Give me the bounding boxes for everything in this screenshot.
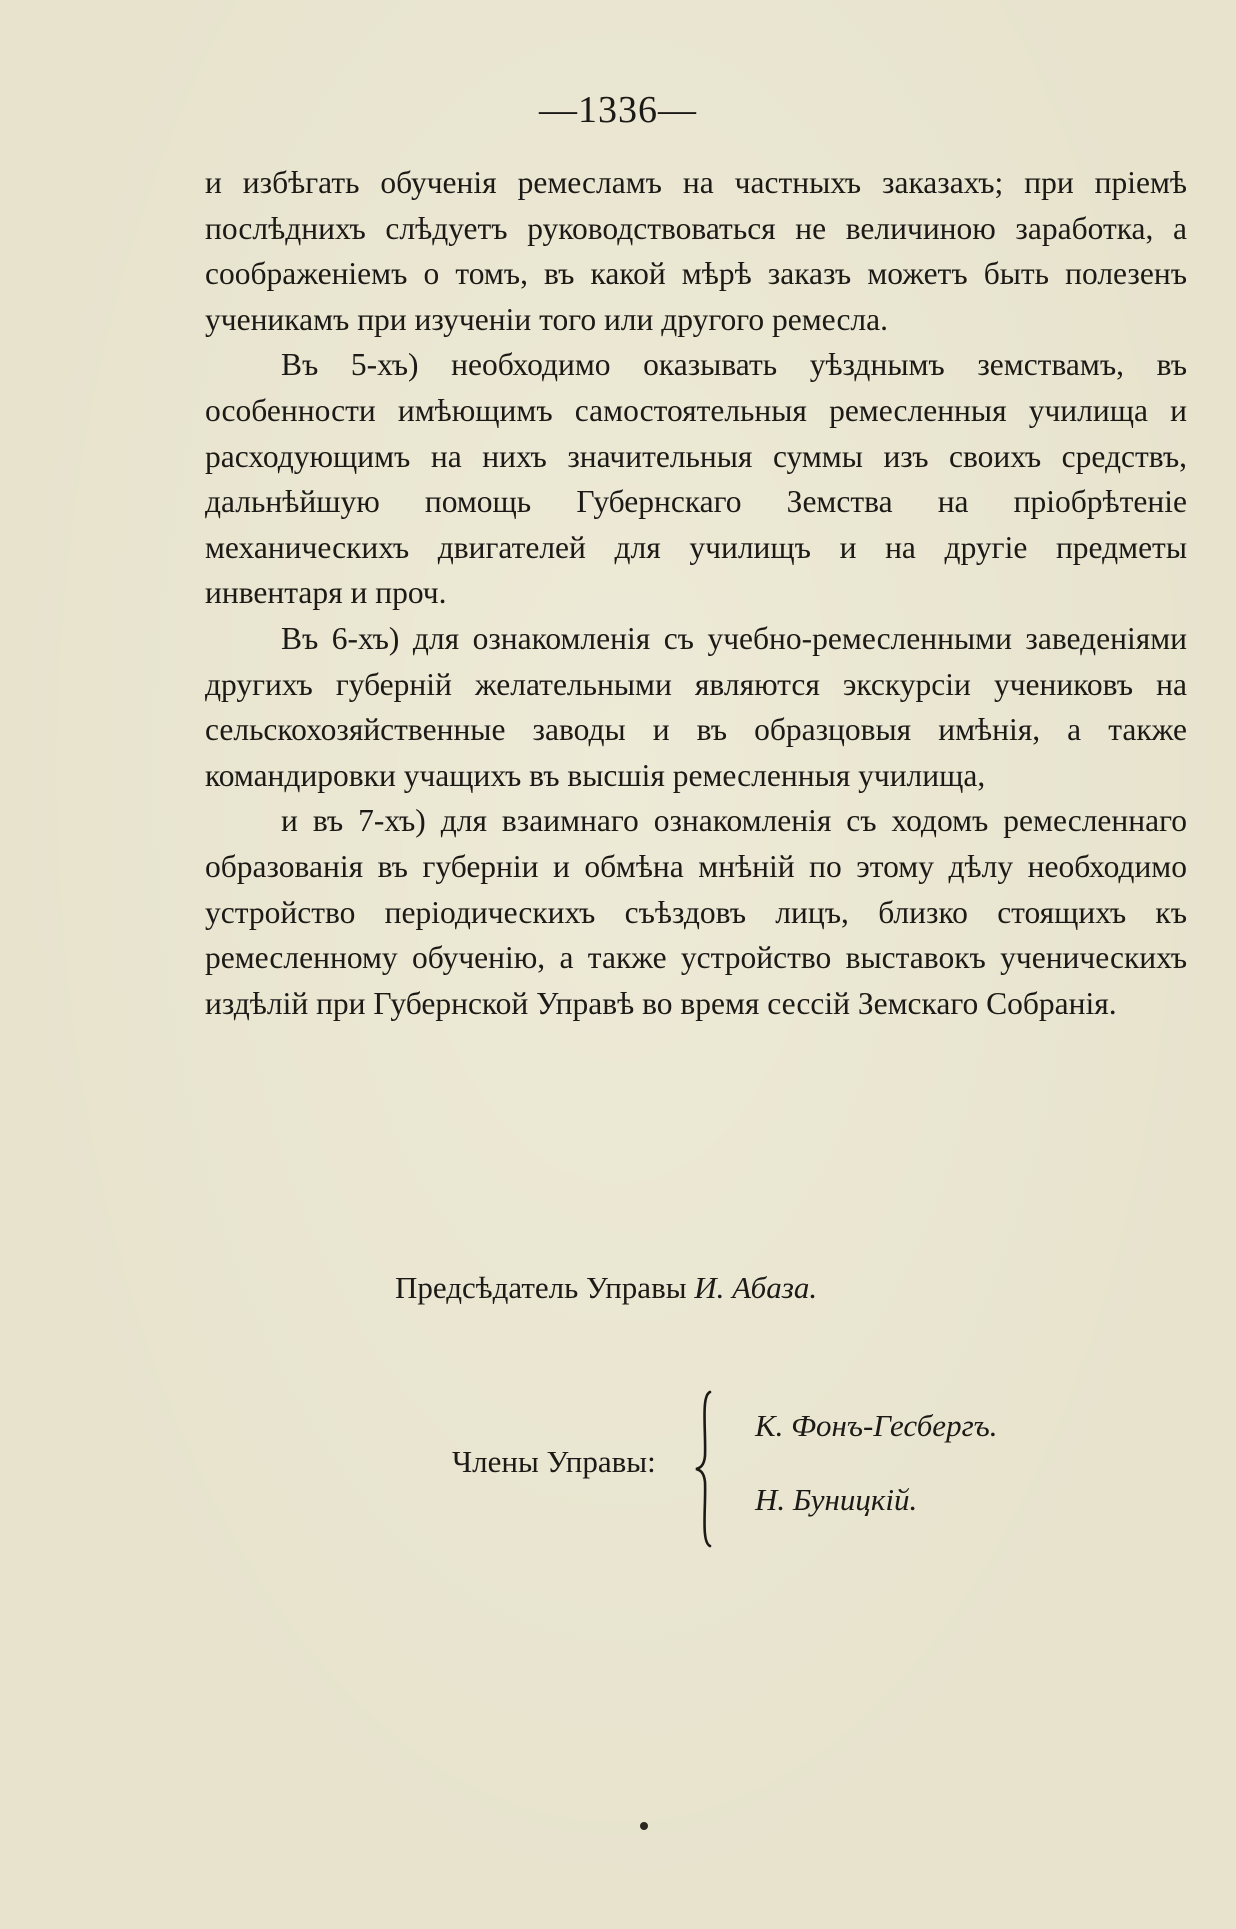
curly-brace-icon (694, 1390, 716, 1548)
member-name: К. Фонъ-Гесбергъ. (755, 1408, 998, 1443)
paragraph-point-7: и въ 7-хъ) для взаимнаго ознакомленія съ ходомъ ремесленнаго образованія въ губерніи и обмѣна мнѣній по этому дѣлу необходимо устройство періодическихъ съѣздовъ лицъ, близко стоящихъ къ ремесленному обученію, а также устройство выставокъ ученическихъ издѣлій при Губернской Управѣ во время сессій Земскаго Собранія. (205, 803, 1187, 1021)
ink-dot (640, 1822, 648, 1830)
paragraph-continuation: и избѣгать обученія ремесламъ на частныхъ заказахъ; при пріемѣ послѣднихъ слѣдуетъ руководствоваться не величиною заработка, а соображеніемъ о томъ, въ какой мѣрѣ заказъ можетъ быть полезенъ ученикамъ при изученіи того или другого ремесла. (205, 165, 1187, 337)
chairman-label: Предсѣдатель Управы (395, 1270, 687, 1305)
member-name: Н. Буницкій. (755, 1482, 918, 1517)
body-text (205, 160, 1187, 1026)
paragraph-point-6: Въ 6-хъ) для ознакомленія съ учебно-ремесленными заведеніями другихъ губерній желательными являются экскурсіи учениковъ на сельскохозяйственные заводы и въ образцовыя имѣнія, а также командировки учащихъ въ высшія ремесленныя училища, (205, 620, 1187, 793)
chairman-line (395, 1270, 817, 1306)
members-label: Члены Управы: (452, 1444, 656, 1479)
paragraph-point-5: Въ 5-хъ) необходимо оказывать уѣзднымъ земствамъ, въ особенности имѣющимъ самостоятельныя ремесленныя училища и расходующимъ на нихъ значительныя суммы изъ своихъ средствъ, дальнѣйшую помощь Губернскаго Земства на пріобрѣтеніе механическихъ двигателей для училищъ и на другіе предметы инвентаря и проч. (205, 347, 1187, 611)
chairman-name: И. Абаза. (694, 1270, 818, 1305)
page-number: —1336— (539, 89, 697, 131)
